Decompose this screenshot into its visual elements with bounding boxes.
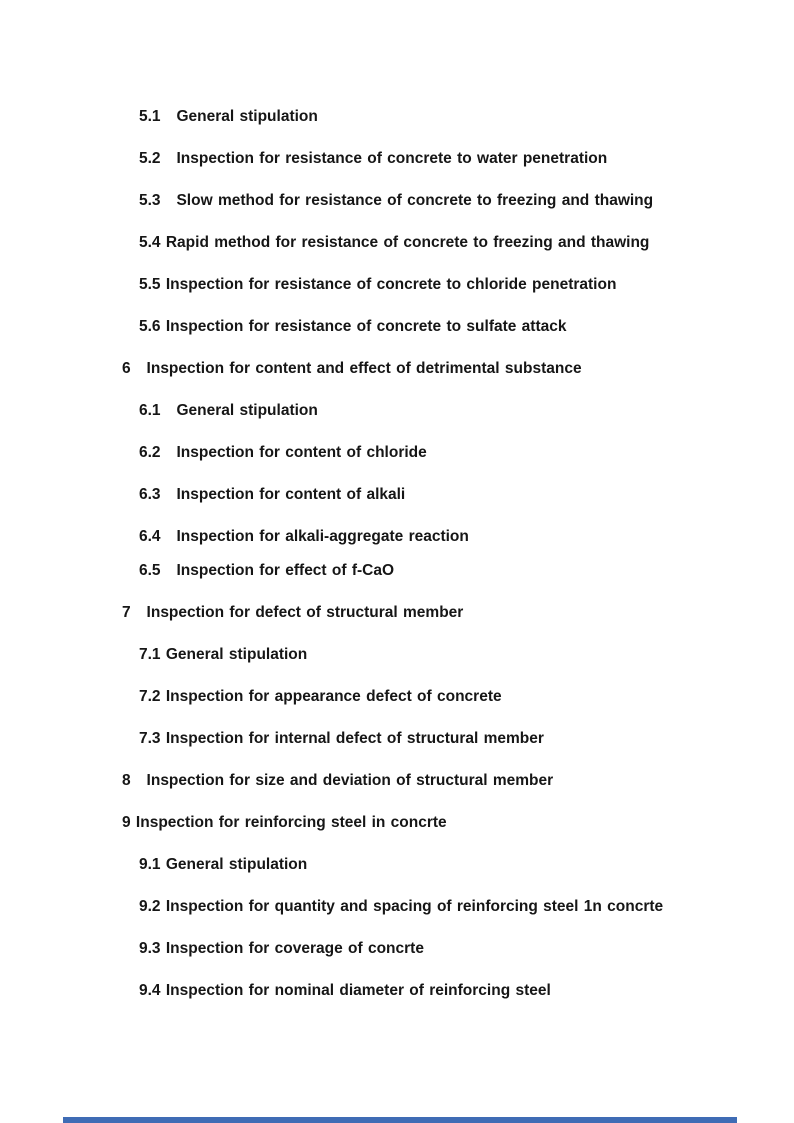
toc-entry-5-5: 5.5 Inspection for resistance of concrete to chloride penetration [139, 276, 617, 293]
toc-entry-5-2: 5.2 Inspection for resistance of concrete to water penetration [139, 150, 608, 167]
toc-entry-6-1: 6.1 General stipulation [139, 402, 318, 419]
toc-entry-9-3: 9.3 Inspection for coverage of concrte [139, 940, 424, 957]
toc-entry-5-3: 5.3 Slow method for resistance of concrete to freezing and thawing [139, 192, 654, 209]
toc-entry-6-2: 6.2 Inspection for content of chloride [139, 444, 427, 461]
toc-entry-5-4: 5.4 Rapid method for resistance of concrete to freezing and thawing [139, 234, 650, 251]
toc-entry-8: 8 Inspection for size and deviation of structural member [122, 772, 554, 789]
toc-entry-9-4: 9.4 Inspection for nominal diameter of reinforcing steel [139, 982, 551, 999]
toc-entry-7-2: 7.2 Inspection for appearance defect of concrete [139, 688, 502, 705]
toc-entry-6-3: 6.3 Inspection for content of alkali [139, 486, 406, 503]
toc-entry-7: 7 Inspection for defect of structural member [122, 604, 464, 621]
toc-entry-9-2: 9.2 Inspection for quantity and spacing of reinforcing steel 1n concrte [139, 898, 664, 915]
toc-entry-9: 9 Inspection for reinforcing steel in concrte [122, 814, 447, 831]
toc-entry-5-1: 5.1 General stipulation [139, 108, 318, 125]
toc-entry-6-4: 6.4 Inspection for alkali-aggregate reaction [139, 528, 469, 545]
toc-entry-6: 6 Inspection for content and effect of detrimental substance [122, 360, 582, 377]
toc-entry-5-6: 5.6 Inspection for resistance of concrete to sulfate attack [139, 318, 567, 335]
toc-entry-9-1: 9.1 General stipulation [139, 856, 308, 873]
toc-entry-7-3: 7.3 Inspection for internal defect of structural member [139, 730, 544, 747]
page-bottom-divider [63, 1117, 737, 1123]
toc-entry-7-1: 7.1 General stipulation [139, 646, 308, 663]
toc-entry-6-5: 6.5 Inspection for effect of f-CaO [139, 562, 395, 579]
